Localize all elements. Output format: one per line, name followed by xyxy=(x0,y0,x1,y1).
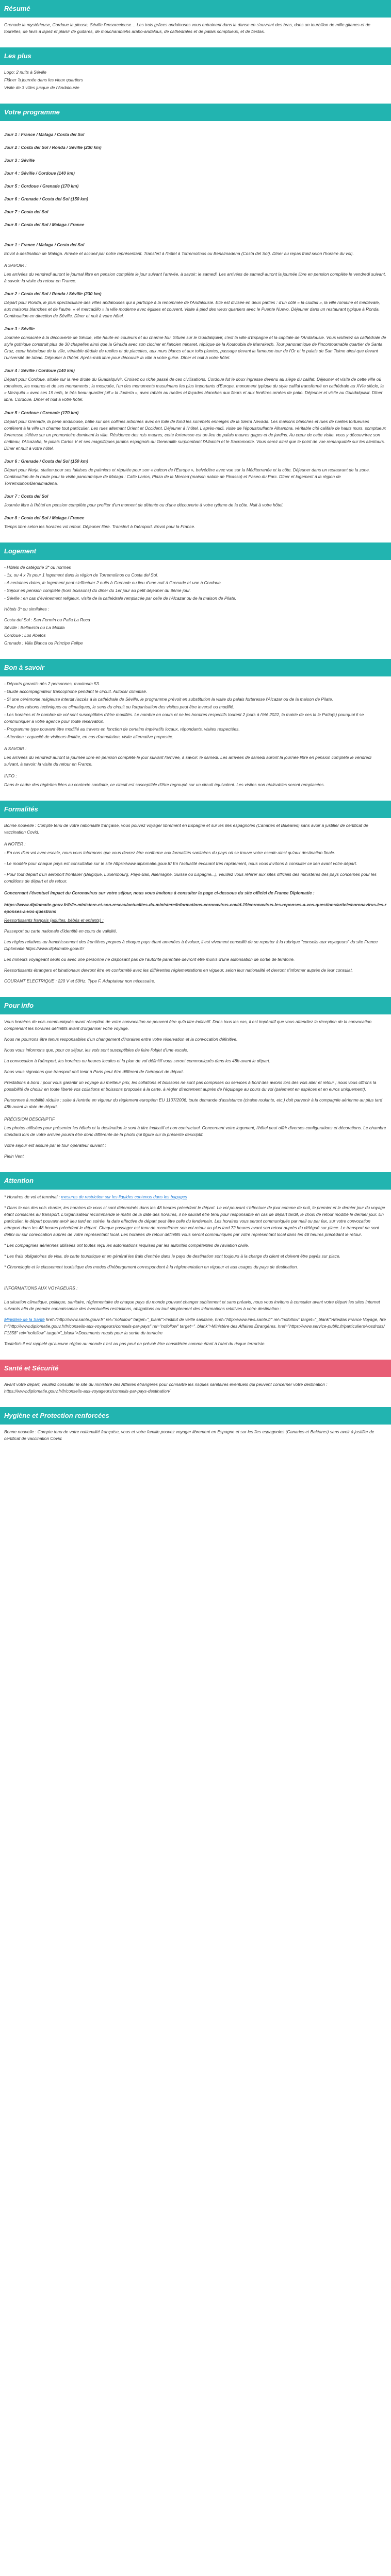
savoir-title: A SAVOIR : xyxy=(4,263,27,268)
day-text: Temps libre selon les horaires vol retour. Déjeuner libre. Transfert à l'aéroport. Envol pour la France. xyxy=(4,523,196,529)
attention-lead: * Horaires de vol et terminal : xyxy=(4,1194,61,1199)
section-header-programme: Votre programme xyxy=(0,104,391,121)
day-text: Envol à destination de Malaga. Arrivée et accueil par notre représentant. Transfert à l'hôtel à Torremolinos ou Benalmadena (Costa del Sol). Dîner au repas froid selon l'horaire du vol). xyxy=(4,251,354,257)
info-text: Nous vous signalons que transport doit tenir à Paris peut être différent de l'aéroport de départ. xyxy=(4,1069,184,1075)
section-header-attention: Attention xyxy=(0,1172,391,1190)
day-text: Journée consacrée à la découverte de Séville, ville haute en couleurs et au charme fou. Située sur le Guadalquivir, c'est la ville d'Espagne et la capitale de l'Andalousie. Vous visiterez sa cathédrale de style gothique construit plus de 30 chapelles ainsi que la Giralda avec son clocher et l'ancien minaret, réplique de la Koutoubia de Marrakech. Tour panoramique de l'incontournable quartier de Santa Cruz, cœur historique de la ville, véritable dédale de ruelles et de placettes, aux murs blancs et aux toits plantes, passage devant la fameuse tour de l'Or et le palais de San Telmo ainsi que devant l'université de tabac. Déjeuner à l'hôtel. Après-midi libre pour découvrir la ville à votre guise. Dîner et nuit à votre hôtel. xyxy=(4,335,386,361)
info-voyageurs-title: INFORMATIONS AUX VOYAGEURS : xyxy=(4,1285,78,1291)
hygiene-text: Bonne nouvelle : Compte tenu de votre nationalité française, vous et votre famille pouvez voyager librement en Espagne et sur les îles espagnoles (Canaries et Baléares) sans avoir à justifier de certificat de vaccination Covid. xyxy=(4,1429,374,1441)
list-item: - 1x, ou 4 x 7x pour 1 logement dans la région de Torremolinos ou Costa del Sol. xyxy=(4,572,158,578)
day-title: Jour 8 : Costa del Sol / Malaga / France xyxy=(4,515,85,520)
list-item: Grenade : Villa Bianca ou Principe Felipe xyxy=(4,640,83,646)
attention-text: Toutefois il est rappelé qu'aucune région au monde n'est au pas peut en prévoir être considérée comme étant à l'abri du risque terroriste. xyxy=(4,1341,266,1346)
formalites-text: Ressortissants étrangers et binationaux devront être en conformité avec les différentes réglementations en vigueur, selon leur nationalité et devront s'informer auprès de leur consulat. xyxy=(4,968,353,973)
section-header-pour-info: Pour info xyxy=(0,997,391,1014)
list-item: - Si une cérémonie religieuse interdit l'accès à la cathédrale de Séville, le programme prévoit en substitution la visite du palais forteresse l'Alcazar ou de la maison de Pilate. xyxy=(4,696,333,702)
day-summary[interactable]: Jour 3 : Séville xyxy=(4,158,35,163)
list-item: - Programme type pouvant être modifié au travers en fonction de certains impératifs locaux, répondants, visites respectées. xyxy=(4,726,240,732)
section-header-plus: Les plus xyxy=(0,47,391,65)
day-summary[interactable]: Jour 2 : Costa del Sol / Ronda / Séville (230 km) xyxy=(4,145,102,150)
list-item: - Attention : capacité de visiteurs limitée, en cas d'annulation, visite alternative proposée. xyxy=(4,734,174,739)
precision-title: PRÉCISION DESCRIPTIF xyxy=(4,1116,55,1122)
formalites-text: - Pour tout départ d'un aéroport frontalier (Belgique, Luxembourg, Pays-Bas, Allemagne, Suisse ou Espagne...), veuillez vous référer aux sites officiels des ministères des pays concernés pour les conditions de départ et de retour. xyxy=(4,872,377,884)
section-programme xyxy=(0,121,391,543)
day-summary[interactable]: Jour 4 : Séville / Cordoue (140 km) xyxy=(4,171,75,176)
plus-list xyxy=(4,69,387,91)
day-summary[interactable]: Jour 1 : France / Malaga / Costa del Sol xyxy=(4,132,85,138)
coronavirus-link[interactable]: https://www.diplomatie.gouv.fr/fr/le-ministere-et-son-reseau/actualites-du-ministere/informations-coronavirus-covid-19/coronavirus-les-reponses-a-vos-questions/article/coronavirus-les-reponses-a-vos-questions xyxy=(4,902,387,914)
section-pour-info xyxy=(0,1014,391,1172)
section-hygiene xyxy=(0,1425,391,1454)
attention-text: La situation climatique, politique, sanitaire, réglementaire de chaque pays du monde pouvant changer subitement et sans préavis, nous vous invitons à consulter avant votre départ les sites Internet suivants afin de prendre connaissance des éventuelles restrictions, obligations ou tout simplement des informations relatives à votre destination : xyxy=(4,1299,380,1311)
logement-list xyxy=(4,564,387,602)
day-summary[interactable]: Jour 7 : Costa del Sol xyxy=(4,209,48,215)
formalites-text: - Le modèle pour chaque pays est consultable sur le site https://www.diplomatie.gouv.fr/ En l'actualité évoluant très rapidement, nous vous invitons à consulter ce lien avant votre départ. xyxy=(4,861,357,867)
savoir-text: Les arrivées du vendredi auront la journée libre en pension complète le jour suivant l'arrivée, à savoir: le samedi. Les arrivées de samedi auront la journée libre en pension complète le vendredi suivant, à savoir: la visite du retour en France. xyxy=(4,755,372,767)
liquids-link[interactable]: mesures de restriction sur les liquides contenus dans les bagages xyxy=(61,1194,187,1199)
day-title: Jour 5 : Cordoue / Grenade (170 km) xyxy=(4,410,79,415)
coronavirus-notice: Concernant l'éventuel impact du Coronavirus sur votre séjour, nous vous invitons à consulter la page ci-dessous du site officiel de France Diplomatie : xyxy=(4,890,315,896)
section-plus xyxy=(0,65,391,104)
info-text: Vous horaires de vols communiqués avant réception de votre convocation ne peuvent être qu'à titre indicatif. Dans tous les cas, il est impératif que vous attendiez la réception de la convocation comprenant les horaires définitifs avant d'organiser votre voyage. xyxy=(4,1019,372,1031)
day-text: Journée libre à l'hôtel en pension complète pour profiter d'un moment de détente ou d'une découverte à votre rythme de la côte. Nuit à votre hôtel. xyxy=(4,502,284,507)
precision-text: Les photos utilisées pour présenter les hôtels et la destination le sont à titre indicatif et non contractuel. Concernant votre logement, l'hôtel peut offrir diverses configurations et décorations. Le chambre standard lors de votre arrivée pourra être donc différente de la photo qui figure sur la présente descriptif. xyxy=(4,1125,386,1137)
section-sante xyxy=(0,1377,391,1407)
day-summary[interactable]: Jour 6 : Grenade / Costa del Sol (150 km) xyxy=(4,196,88,202)
sante-text: Avant votre départ, veuillez consulter le site du ministère des Affaires étrangères pour connaître les risques sanitaires éventuels qui peuvent concerner votre destination : https://www.diplomatie.gouv.fr/fr/conseils-aux-voyageurs/conseils-par-pays-destination/ xyxy=(4,1381,328,1394)
hotels-list xyxy=(4,617,387,647)
list-item: - Pour des raisons techniques ou climatiques, le sens du circuit ou l'organisation des visites peut être inversé ou modifié. xyxy=(4,704,235,709)
links-raw: href="http://www.sante.gouv.fr" rel="nofollow" target="_blank">Institut de veille sanitaire, href="http://www.invs.sante.fr" rel="nofollow" target="_blank">Medias France Voyage, href="http://www.diplomatie.gouv.fr/fr/conseils-aux-voyageurs/conseils-par-pays" rel="nofollow" target="_blank">Ministère des Affaires Étrangères, href="https://www.service-public.fr/particuliers/vosdroits/F1358" rel="nofollow" target="_blank">Documents requis pour la sortie du territoire xyxy=(4,1316,386,1335)
docs-title: Ressortissants français (adultes, bébés et enfants) : xyxy=(4,918,104,923)
formalites-text: Les mineurs voyageant seuls ou avec une personne ne disposant pas de l'autorité parentale devront être munis d'une autorisation de sortie de territoire. xyxy=(4,957,295,962)
day-title: Jour 7 : Costa del Sol xyxy=(4,493,48,499)
savoir-title: A SAVOIR : xyxy=(4,746,27,751)
day-text: Départ pour Grenade, la perle andalouse, bâtie sur des collines arborées avec en toile de fond les sommets enneigés de la Sierra Nevada. Les maisons blanches et rues de ruelles tortueuses conférent à la ville un charme tout particulier. Les rues alternant Orient et Occident, Déjeuner à l'hôtel. L'après-midi, visite de l'époustouflante Alhambra, véritable cité califale de hauts murs, somptueux forteresse s'élève sur un promontoire dominant la ville. Résidence des rois maures, cette forteresse est un lieu de palais maures gages et de jardins. Au cœur de cette visite, vous y découvrirez son château, l'Alcazaba, le palais Carlos V et ses magnifiques jardins espagnols du Generalife surplombant l'Albaicín et le Sacromonte. Vous serez ainsi que le point de vue remarquable sur les alentours. Dîner et nuit à votre hôtel. xyxy=(4,418,386,451)
bon-savoir-list xyxy=(4,681,387,740)
day-title: Jour 2 : Costa del Sol / Ronda / Séville (230 km) xyxy=(4,291,102,297)
formalites-text: Les règles relatives au franchissement des frontières propres à chaque pays étant amenées à évoluer, il est vivement conseillé de se reporter à la rubrique "conseils aux voyageurs" du site France Diplomatie.https://www.diplomatie.gouv.fr/ xyxy=(4,939,378,952)
courant-text: COURANT ELECTRIQUE : 220 V et 50Hz. Type F. Adaptateur non nécessaire. xyxy=(4,978,156,984)
day-title: Jour 4 : Séville / Cordoue (140 km) xyxy=(4,368,75,374)
info-text: Prestations à bord : pour vous garantir un voyage au meilleur prix, les collations et boissons ne sont pas comprises ou services à bord des avions lors des vols aller et retour ; nous vous offrons la possibilité de choisir en toute liberté vos collations et boissons proposés à la carte, à régler directement auprès de l'équipage au cours du vol (paiement en espèces et en euros uniquement). xyxy=(4,1080,377,1092)
info-text: La convocation à l'aéroport, les horaires ou heures locales et la plan de vol définitif vous seront communiqués dans les 48h avant le départ. xyxy=(4,1058,271,1064)
list-item: - A certaines dates, le logement peut s'effectuer 2 nuits à Grenade ou lieu d'une nuit à Grenade et une à Cordoue. xyxy=(4,580,222,585)
attention-text: * Dans le cas des vols charter, les horaires de vous ci sont déterminés dans les 48 heures précédant le départ. Le vol pouvant s'effectuer de jour comme de nuit, le premier et le dernier jour du voyage étant consacrés au transport. L'organisateur recommande le matin de la date des horaires, il ne saurait être tenu pour responsable en cas de départ tardif, le choix de retour modifié le dernier jour. En particulier, le départ pouvant avoir lieu tard en soirée, la date effective de départ peut être celle du lendemain. Les horaires vous seront communiqués par mail ou par fax, sur votre convocation aéroport dans les 48 heures précédant le départ. Chaque passager est tenu de reconfirmer son vol retour au plus tard 72 heures avant son retour auprès du délégué sur place. Le transport ne sont défini ou sur convocation auprès de votre représentant local. Les horaires de retour définitifs vous seront communiqués par votre représentant local dans les 48 heures précédant le retour. xyxy=(4,1205,385,1237)
sante-link[interactable]: Ministère de la Santé xyxy=(4,1316,45,1322)
section-header-formalites: Formalités xyxy=(0,801,391,818)
info-text: Nous vous informons que, pour ce séjour, les vols sont susceptibles de faire l'objet d'une escale. xyxy=(4,1047,189,1053)
list-item: - Les horaires et le nombre de vol sont susceptibles d'être modifiés. Le nombre en cours et ne les horaires respectifs tourent 2 jours à l'été 2022, la mairie de ces la le Patio(s) pourquoi il se communiquer à votre agence pour toute réservation. xyxy=(4,711,364,724)
hotels-intro: Hôtels 3* ou similaires : xyxy=(4,606,50,612)
attention-text: * Les compagnies aériennes utilisées ont toutes reçu les autorisations requises par les autorités compétentes de l'aviation civile. xyxy=(4,1242,249,1248)
list-item: Costa del Sol : San Fermín ou Palia La Roca xyxy=(4,617,90,622)
attention-text: * Les frais obligatoires de visa, de carte touristique et en général les frais d'entrée dans le pays de destination sont toujours à la charge du client et doivent être payés sur place. xyxy=(4,1253,340,1259)
formalites-text: Bonne nouvelle : Compte tenu de votre nationalité française, vous pouvez voyager librement en Espagne et sur les îles espagnoles (Canaries et Baléares) sans avoir à justifier de certificat de vaccination Covid. xyxy=(4,823,368,835)
day-text: Départ pour Cordoue, située sur la rive droite du Guadalquivir. Croisez ou riche passé de ces civilisations, Cordoue fut le doux ingresse devenu au siège du califat. Déjeuner et visite de cette ville où romaines, les maures et de ses monuments : la mosquée, l'un des monuments musulmans les plus importants d'Europe, monument typique du style califal transformé en cathédrale au XVIe siècle, la « Mezquita » avec ses 19 nefs, le très beau quartier juif « la Judería », avec rabbin au ruelles et façades blanches aux fleurs et aux fenêtres ornées de patio. Déjeuner et visite au Guadalquivir. Dîner libre. Cordoue. Dîner et nuit à votre hôtel. xyxy=(4,377,384,402)
list-item: - Séjour en pension complète (hors boissons) du dîner du 1er jour au petit déjeuner du 8ème jour. xyxy=(4,587,191,593)
info-text: Personnes à mobilité réduite : suite à l'entrée en vigueur du règlement européen EU 1107/2006, toute demande d'assistance (chaise roulante, etc.) doit parvenir à la compagnie aérienne au plus tard 48h avant la date de départ. xyxy=(4,1097,383,1110)
operator-intro: Votre séjour est assuré par le tour opérateur suivant : xyxy=(4,1142,106,1148)
info-text: Nous ne pourrons être tenus responsables d'un changement d'horaires entre votre réservation et la convocation définitive. xyxy=(4,1037,238,1042)
operator-name: Plein Vent xyxy=(4,1153,24,1159)
day-title: Jour 3 : Séville xyxy=(4,326,35,332)
section-header-bon-savoir: Bon à savoir xyxy=(0,659,391,676)
section-resume xyxy=(0,18,391,47)
day-title: Jour 1 : France / Malaga / Costa del Sol xyxy=(4,242,85,248)
list-item: Visite de 3 villes jusque de l'Andalousie xyxy=(4,85,79,91)
list-item: - Départs garantis dès 2 personnes, maximum 53. xyxy=(4,681,100,686)
attention-text: * Chronologie et le classement touristique des modes d'hébergement correspondent à la réglementation en vigueur et aux usages du pays de destination. xyxy=(4,1264,298,1269)
list-item: - Guide accompagnateur francophone pendant le circuit. Autocar climatisé. xyxy=(4,688,148,694)
info-title: INFO : xyxy=(4,773,17,779)
list-item: Séville : Bellavista ou La Motilla xyxy=(4,624,65,630)
day-text: Départ pour Nerja, station pour ses falaises de palmiers et réputée pour son « balcon de l'Europe », belvédère avec vue sur la Méditerranée et la côte. Déjeuner dans un restaurant de la zone. Continuation de la route pour la visite panoramique de Malaga : Calle Larios, Plaza de la Merced (maison natale de Picasso) et Paseo du Parc. Dîner et logement à la région de Torremolinos/Benalmadena. xyxy=(4,467,370,486)
resume-text: Grenade la mystérieuse, Cordoue la pieuse, Séville l'ensorceleuse… Les trois grâces andalouses vous entrainent dans la danse en s'ouvrant des bras, dans un tourbillon de mille gitanes et de tourelles, de lavis à lapez et plaisir de guitares, de moucharabiehs arabo-andalous, de cathédrales et de palais somptueux, et de fiestas. xyxy=(4,22,370,35)
docs-text: Passeport ou carte nationale d'identité en cours de validité. xyxy=(4,928,118,934)
list-item: Cordoue : Los Abetos xyxy=(4,632,46,638)
section-header-sante: Santé et Sécurité xyxy=(0,1360,391,1377)
section-logement xyxy=(0,560,391,659)
note-title: A NOTER : xyxy=(4,841,26,847)
info-text: Dans le cadre des réglettes liées au contexte sanitaire, ce circuit est susceptible d'être regroupé sur un circuit équivalent. Les visites non réalisables seront remplacées. xyxy=(4,782,325,788)
day-title: Jour 6 : Grenade / Costa del Sol (150 km) xyxy=(4,458,88,464)
section-attention xyxy=(0,1190,391,1360)
attention-text xyxy=(4,1316,387,1336)
list-item: - Hôtels de catégorie 3* ou normes xyxy=(4,564,71,570)
attention-text xyxy=(4,1194,387,1200)
section-header-hygiene: Hygiène et Protection renforcées xyxy=(0,1407,391,1425)
section-bon-savoir xyxy=(0,676,391,801)
day-text: Départ pour Ronda, le plus spectaculaire des villes andalouses qui a participé à la renommée de l'Andalousie. Elle est divisée en deux parties : d'un côté « la ciudad », la ville romaine et médiévale, aux maisons blanches et de l'autre, « el mercadillo » la ville moderne avec églises et couvent. Visite à pied des vieux quartiers avec le Puente Nuevo. Déjeuner dans un restaurant typique à Ronda. Continuation en direction de Séville. Dîner et nuit à votre hôtel. xyxy=(4,300,380,319)
savoir-text: Les arrivées du vendredi auront le journal libre en pension complète le jour suivant l'arrivée, à savoir: le samedi. Les arrivées de samedi auront la journée libre en pension complète le vendredi suivant, à savoir: la visite du retour en France. xyxy=(4,272,386,284)
list-item: Flâner 'à journée dans les vieux quartiers xyxy=(4,77,83,83)
list-item: Logo: 2 nuits à Séville xyxy=(4,70,46,75)
formalites-text: - En cas d'un vol avec escale, nous vous informons que vous devrez être conforme aux formalités sanitaires du pays où se trouve votre escale ainsi qu'aux destination finale. xyxy=(4,850,335,856)
section-formalites xyxy=(0,818,391,997)
section-header-logement: Logement xyxy=(0,543,391,560)
day-summary[interactable]: Jour 5 : Cordoue / Grenade (170 km) xyxy=(4,183,79,189)
day-summary[interactable]: Jour 8 : Costa del Sol / Malaga / France xyxy=(4,222,85,228)
list-item: - Séville : en cas d'événement religieux, visite de la cathédrale remplacée par celle de l'Alcazar ou de la maison de Pilate. xyxy=(4,595,237,601)
section-header-resume: Résumé xyxy=(0,0,391,18)
